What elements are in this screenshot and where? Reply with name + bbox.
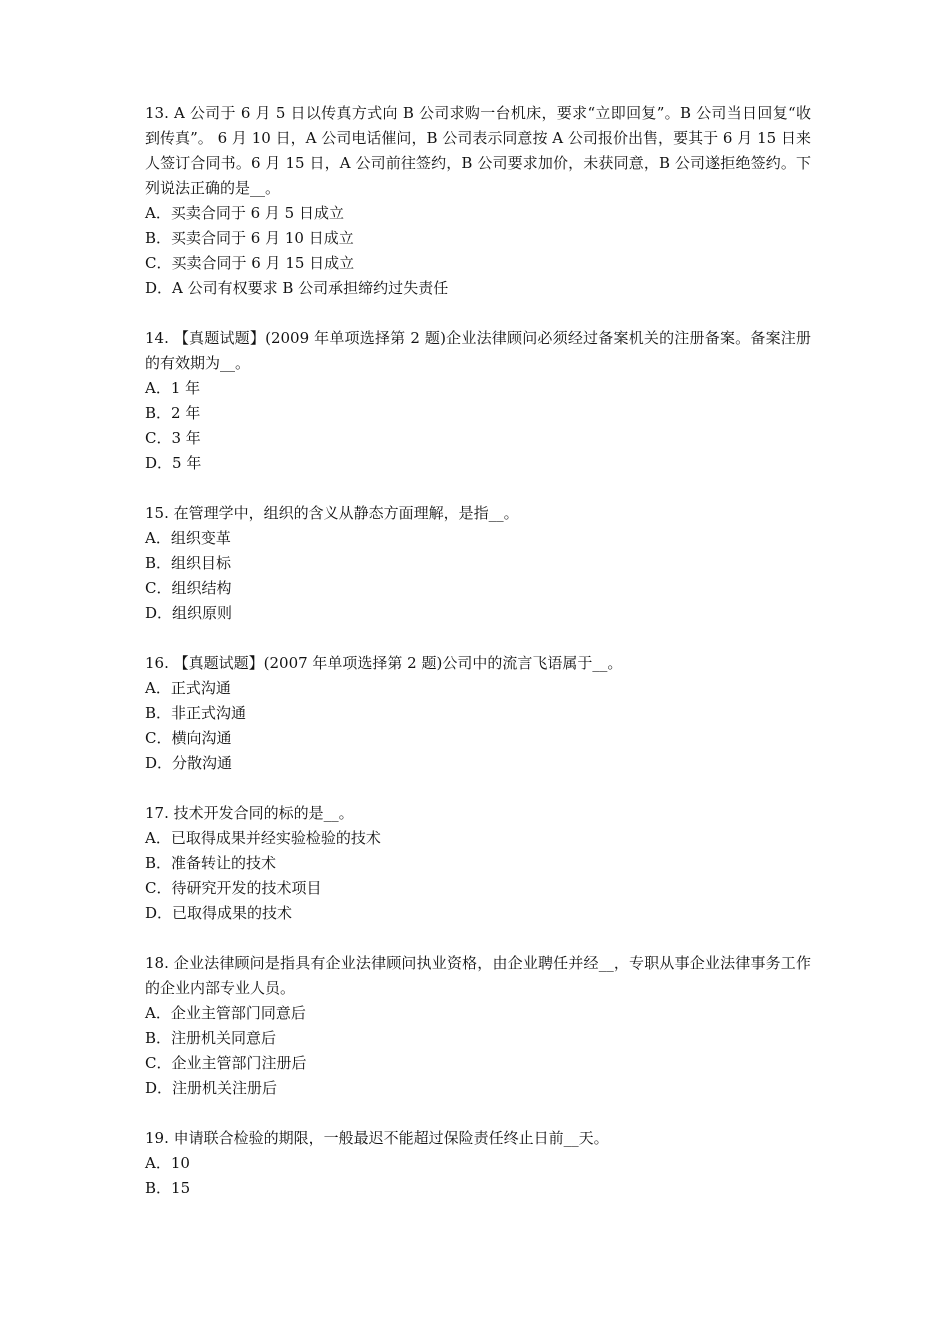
option-d: D．组织原则 — [145, 604, 233, 622]
option-d: D．A 公司有权要求 B 公司承担缔约过失责任 — [145, 279, 449, 297]
question-14 — [145, 326, 811, 476]
question-17 — [145, 801, 811, 926]
question-19 — [145, 1126, 811, 1201]
option-b: B．注册机关同意后 — [145, 1029, 277, 1047]
option-a: A．正式沟通 — [145, 679, 231, 697]
question-stem: 13. A 公司于 6 月 5 日以传真方式向 B 公司求购一台机床，要求“立即回复”。B 公司当日回复“收到传真”。 6 月 10 日，A 公司电话催问，B 公司表示同意按 A 公司报价出售，要其于 6 月 15 日来人签订合同书。6 月 15 日，A 公司前往签约，B 公司要求加价，未获同意，B 公司遂拒绝签约。下列说法正确的是__。 — [145, 104, 811, 197]
option-b: B．组织目标 — [145, 554, 232, 572]
option-a: A．已取得成果并经实验检验的技术 — [145, 829, 381, 847]
option-a: A．企业主管部门同意后 — [145, 1004, 306, 1022]
option-a: A．10 — [145, 1154, 190, 1172]
option-b: B．15 — [145, 1179, 191, 1197]
option-b: B．准备转让的技术 — [145, 854, 277, 872]
question-stem: 16. 【真题试题】(2007 年单项选择第 2 题)公司中的流言飞语属于__。 — [145, 654, 623, 672]
option-d: D．注册机关注册后 — [145, 1079, 278, 1097]
question-15 — [145, 501, 811, 626]
option-b: B．非正式沟通 — [145, 704, 247, 722]
option-b: B．买卖合同于 6 月 10 日成立 — [145, 229, 354, 247]
question-stem: 14. 【真题试题】(2009 年单项选择第 2 题)企业法律顾问必须经过备案机关的注册备案。备案注册的有效期为__。 — [145, 329, 811, 372]
option-d: D．5 年 — [145, 454, 202, 472]
option-c: C．买卖合同于 6 月 15 日成立 — [145, 254, 355, 272]
option-c: C．横向沟通 — [145, 729, 232, 747]
question-13 — [145, 101, 811, 301]
question-stem: 19. 申请联合检验的期限，一般最迟不能超过保险责任终止日前__天。 — [145, 1129, 609, 1147]
option-a: A．买卖合同于 6 月 5 日成立 — [145, 204, 344, 222]
option-d: D．已取得成果的技术 — [145, 904, 293, 922]
question-stem: 17. 技术开发合同的标的是__。 — [145, 804, 354, 822]
option-a: A．1 年 — [145, 379, 201, 397]
option-c: C．企业主管部门注册后 — [145, 1054, 307, 1072]
question-16 — [145, 651, 811, 776]
option-c: C．组织结构 — [145, 579, 232, 597]
option-b: B．2 年 — [145, 404, 201, 422]
question-stem: 18. 企业法律顾问是指具有企业法律顾问执业资格，由企业聘任并经__，专职从事企业法律事务工作的企业内部专业人员。 — [145, 954, 811, 997]
option-d: D．分散沟通 — [145, 754, 233, 772]
question-stem: 15. 在管理学中，组织的含义从静态方面理解，是指__。 — [145, 504, 519, 522]
option-a: A．组织变革 — [145, 529, 231, 547]
option-c: C．3 年 — [145, 429, 201, 447]
document-page — [145, 101, 811, 1226]
question-18 — [145, 951, 811, 1101]
option-c: C．待研究开发的技术项目 — [145, 879, 322, 897]
